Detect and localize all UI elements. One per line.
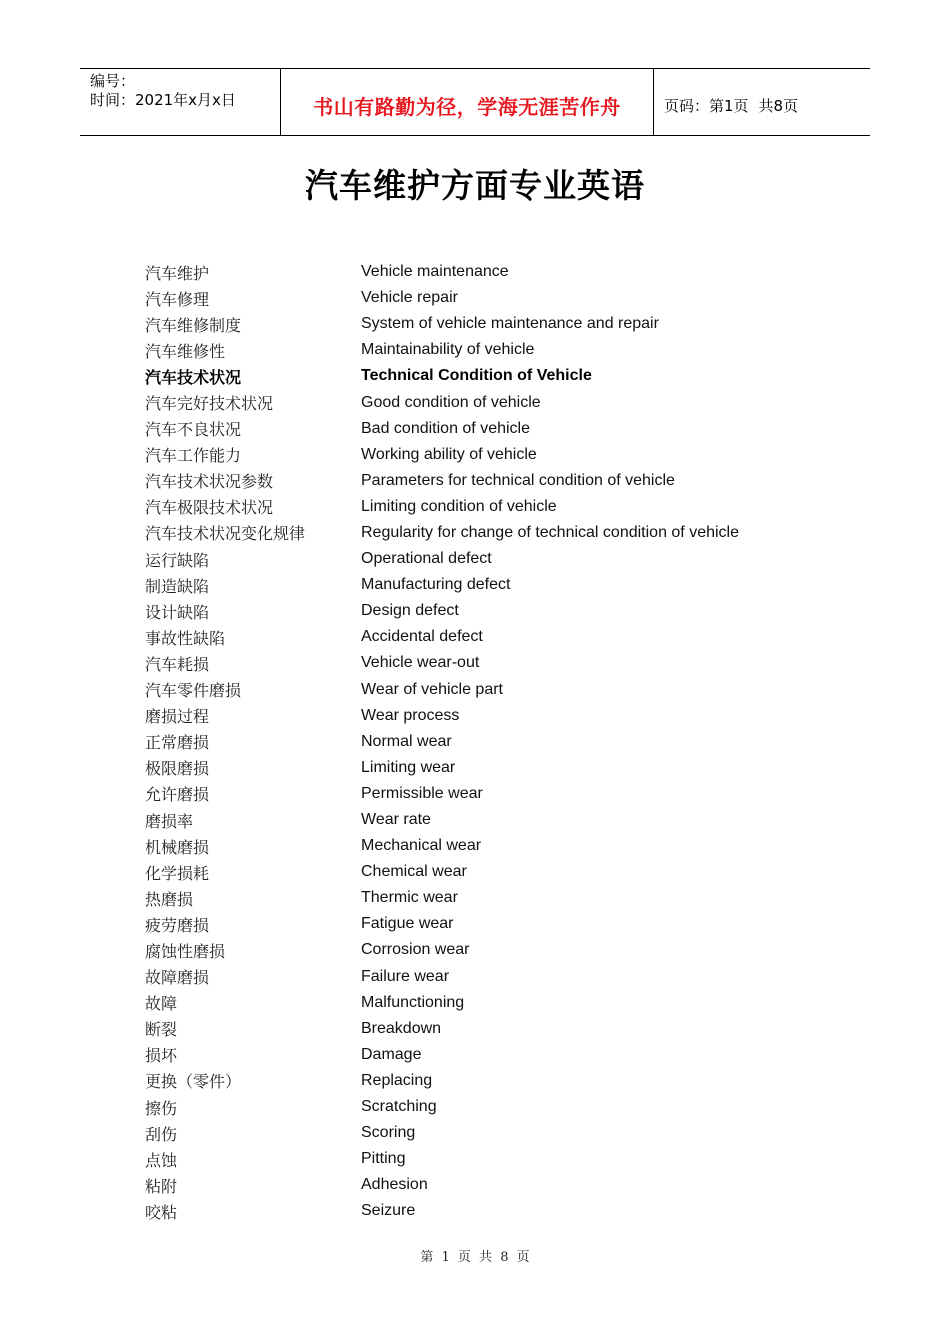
term-english: Wear of vehicle part: [361, 680, 503, 698]
term-english: Manufacturing defect: [361, 576, 511, 594]
glossary-row: [145, 911, 845, 937]
term-english: Thermic wear: [361, 889, 458, 907]
term-chinese: 更换（零件）: [145, 1072, 242, 1092]
glossary-row: [145, 624, 845, 650]
term-english: Scratching: [361, 1098, 437, 1116]
term-english: Maintainability of vehicle: [361, 341, 535, 359]
term-chinese: 故障磨损: [145, 968, 210, 988]
glossary-row: [145, 1172, 845, 1198]
term-chinese: 汽车技术状况: [145, 367, 242, 387]
glossary-row: [145, 1146, 845, 1172]
glossary-row: [145, 1198, 845, 1224]
term-english: Malfunctioning: [361, 993, 465, 1011]
glossary-row: [145, 259, 845, 285]
header-page-number: 页码：第1页: [664, 96, 749, 115]
glossary-row: [145, 520, 845, 546]
term-chinese: 汽车完好技术状况: [145, 394, 274, 414]
glossary-row: [145, 677, 845, 703]
term-chinese: 疲劳磨损: [145, 915, 210, 935]
glossary-row: [145, 833, 845, 859]
term-english: Scoring: [361, 1124, 416, 1142]
glossary-row: [145, 650, 845, 676]
term-chinese: 磨损率: [145, 811, 194, 831]
doc-time-label: 时间：2021年x月x日: [90, 91, 236, 109]
term-english: Regularity for change of technical condition of vehicle: [361, 523, 739, 541]
term-chinese: 断裂: [145, 1020, 178, 1040]
glossary-row: [145, 546, 845, 572]
term-english: Failure wear: [361, 967, 450, 985]
term-chinese: 粘附: [145, 1176, 178, 1196]
glossary-row: [145, 1042, 845, 1068]
glossary-row: [145, 494, 845, 520]
glossary-row: [145, 937, 845, 963]
glossary-row: [145, 389, 845, 415]
term-chinese: 汽车技术状况参数: [145, 472, 274, 492]
glossary-row: [145, 1016, 845, 1042]
header-page-total: 共8页: [758, 96, 799, 115]
term-english: System of vehicle maintenance and repair: [361, 315, 659, 333]
glossary-row: [145, 598, 845, 624]
term-english: Limiting condition of vehicle: [361, 497, 557, 515]
term-english: Mechanical wear: [361, 837, 482, 855]
term-english: Parameters for technical condition of vehicle: [361, 471, 675, 489]
term-english: Vehicle wear-out: [361, 654, 480, 672]
term-english: Permissible wear: [361, 784, 483, 802]
page-header: [80, 68, 870, 136]
term-english: Accidental defect: [361, 628, 483, 646]
term-chinese: 汽车维修制度: [145, 315, 242, 335]
term-english: Normal wear: [361, 732, 452, 750]
term-chinese: 损坏: [145, 1046, 178, 1066]
term-chinese: 咬粘: [145, 1202, 178, 1222]
term-chinese: 磨损过程: [145, 707, 210, 727]
glossary-row: [145, 285, 845, 311]
term-english: Technical Condition of Vehicle: [361, 367, 592, 385]
glossary-row: [145, 311, 845, 337]
glossary-row: [145, 337, 845, 363]
glossary-row: [145, 703, 845, 729]
glossary-row: [145, 885, 845, 911]
term-english: Good condition of vehicle: [361, 393, 541, 411]
term-english: Limiting wear: [361, 758, 456, 776]
term-chinese: 正常磨损: [145, 733, 210, 753]
glossary-row: [145, 468, 845, 494]
term-chinese: 故障: [145, 994, 178, 1014]
glossary-row: [145, 859, 845, 885]
term-english: Replacing: [361, 1071, 433, 1089]
term-chinese: 设计缺陷: [145, 602, 210, 622]
term-chinese: 汽车维修性: [145, 341, 226, 361]
glossary-row: [145, 807, 845, 833]
glossary-row: [145, 572, 845, 598]
glossary-row: [145, 363, 845, 389]
glossary-row: [145, 964, 845, 990]
glossary-row: [145, 442, 845, 468]
term-english: Fatigue wear: [361, 915, 454, 933]
term-chinese: 事故性缺陷: [145, 628, 226, 648]
term-english: Design defect: [361, 602, 459, 620]
header-motto-cell: [281, 69, 654, 135]
term-chinese: 汽车维护: [145, 263, 210, 283]
term-english: Seizure: [361, 1202, 416, 1220]
glossary-row: [145, 729, 845, 755]
term-chinese: 汽车修理: [145, 289, 210, 309]
term-chinese: 擦伤: [145, 1098, 178, 1118]
term-english: Operational defect: [361, 550, 492, 568]
glossary-row: [145, 990, 845, 1016]
term-chinese: 热磨损: [145, 889, 194, 909]
term-chinese: 允许磨损: [145, 785, 210, 805]
term-chinese: 汽车工作能力: [145, 446, 242, 466]
header-page-cell: [654, 69, 870, 135]
term-english: Wear rate: [361, 811, 431, 829]
glossary-row: [145, 755, 845, 781]
document-title: 汽车维护方面专业英语: [305, 166, 645, 205]
term-chinese: 制造缺陷: [145, 576, 210, 596]
term-english: Vehicle repair: [361, 289, 458, 307]
term-chinese: 刮伤: [145, 1124, 178, 1144]
doc-number-label: 编号：: [90, 72, 136, 90]
glossary-row: [145, 1094, 845, 1120]
header-motto: 书山有路勤为径，学海无涯苦作舟: [313, 94, 621, 119]
term-english: Damage: [361, 1045, 422, 1063]
term-english: Corrosion wear: [361, 941, 470, 959]
term-chinese: 点蚀: [145, 1150, 178, 1170]
glossary-row: [145, 416, 845, 442]
term-english: Pitting: [361, 1150, 406, 1168]
term-chinese: 汽车技术状况变化规律: [145, 524, 306, 544]
term-english: Bad condition of vehicle: [361, 419, 530, 437]
term-chinese: 汽车零件磨损: [145, 681, 242, 701]
term-chinese: 化学损耗: [145, 863, 210, 883]
term-english: Adhesion: [361, 1176, 428, 1194]
term-chinese: 极限磨损: [145, 759, 210, 779]
term-english: Wear process: [361, 706, 460, 724]
header-info-cell: [80, 69, 281, 135]
page-footer: 第 1 页 共 8 页: [420, 1250, 530, 1265]
term-chinese: 汽车不良状况: [145, 420, 242, 440]
term-chinese: 机械磨损: [145, 837, 210, 857]
glossary-row: [145, 1120, 845, 1146]
term-english: Breakdown: [361, 1019, 442, 1037]
term-chinese: 汽车耗损: [145, 654, 210, 674]
term-chinese: 运行缺陷: [145, 550, 210, 570]
glossary-list: [145, 259, 845, 1224]
glossary-row: [145, 1068, 845, 1094]
term-english: Chemical wear: [361, 863, 467, 881]
term-english: Working ability of vehicle: [361, 445, 537, 463]
term-chinese: 汽车极限技术状况: [145, 498, 274, 518]
glossary-row: [145, 781, 845, 807]
term-english: Vehicle maintenance: [361, 263, 509, 281]
term-chinese: 腐蚀性磨损: [145, 941, 226, 961]
